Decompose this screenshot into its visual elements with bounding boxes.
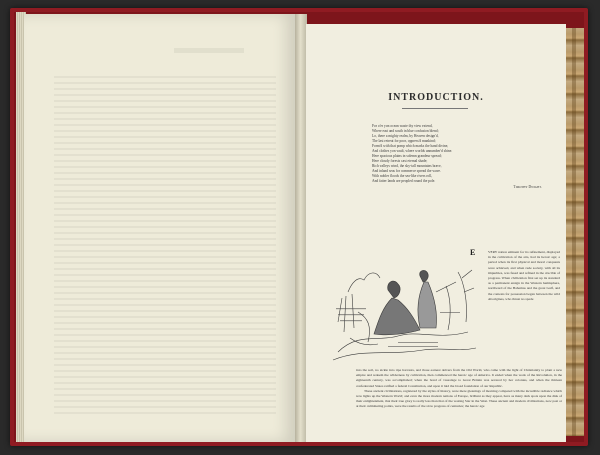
epigraph-line: The last retreat for poor, oppress'd mankind; (372, 139, 436, 143)
epigraph-line: And clothes yon vault, where worlds unnumber'd shine. (372, 149, 453, 153)
blank-left-page (24, 14, 296, 442)
epigraph-line: Where east and south in blue confusion blend; (372, 129, 439, 133)
paragraph-2: These ancient civilizations, registered by the styles of history, were mere gleanings of morning compared with the incredible radiance which now lights up the Western World; and even the more modern nations of Europe, brilliant as they appear, have as many dark spots upon the disk of their enlightenment, that their true glory is really less than that of the waxing Star in the West. These ancient and modern civilizations, now past or at their culminating points, were the results of the slow progress of centuries; the heroic age (356, 388, 562, 409)
title-rule (402, 108, 468, 109)
epigraph-line: For o'er yon ocean waste thy view extend, (372, 124, 433, 128)
drop-cap: E (470, 248, 476, 257)
bleed-through-heading (174, 48, 244, 53)
engraving-illustration (328, 252, 478, 366)
paragraph-1: into the soil, no sickle into ripe harvests, and those earnest delvers from the Old World, who came with the light of Christianity to plant a new empire and redeem the wilderness by cultivation, then commenced the heroic age of America. It ended when the work of the Revolution, in the eighteenth century, was accomplished; when the bond of vassalage to Great Britain was severed by her colonies, and when the thirteen confederated States ratified a federal Constitution, and upon it laid the broad foundation of our Republic. (356, 368, 562, 388)
epigraph-line: With nobler floods the sea-like rivers roll, (372, 174, 433, 178)
bleed-through-text (54, 76, 276, 416)
right-page (306, 24, 566, 442)
epigraph-line: And inland seas for commerce spread the wave. (372, 169, 441, 173)
body-text (356, 368, 562, 410)
page-edges-right (566, 28, 584, 436)
page-title: INTRODUCTION. (388, 92, 484, 103)
epigraph-line: Form'd with that pomp which marks the hand divine, (372, 144, 449, 148)
epigraph-attribution: Timothy Dwight. (513, 185, 542, 189)
epigraph-line: Here spacious plains in solemn grandeur spread; (372, 154, 442, 158)
epigraph-line: Rich valleys wind, the sky-tall mountains brave, (372, 164, 442, 168)
epigraph-line: Lo, there a mighty realm, by Heaven design'd, (372, 134, 439, 138)
epigraph-line: And fatter lands are peopled round the pole. (372, 179, 436, 183)
body-column-text: VERY nation eminent for its refinement, displayed in the cultivation of the arts, had its heroic age; a period when its first physical and moral conquests were achieved, and when rude society, with all its impurities, was fused and refined in the crucible of progress. When civilization first set up its standard as a permanent ensign in the Western hemisphere, northward of the Bahamas and the great Gulf, and the contests for possession began between the wild Aborigines, who thrust no spade (488, 250, 560, 301)
epigraph (372, 124, 552, 190)
epigraph-line: Here cloudy forests cast eternal shade; (372, 159, 428, 163)
